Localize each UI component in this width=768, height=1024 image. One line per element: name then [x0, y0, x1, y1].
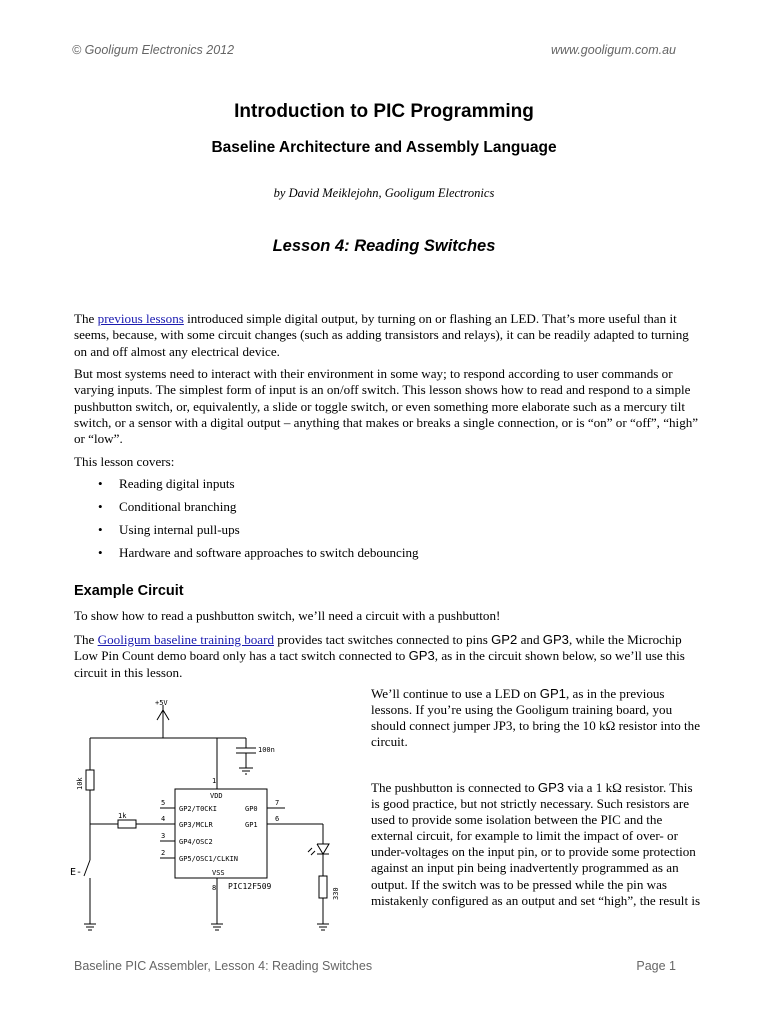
pin-number: 7 — [275, 799, 280, 807]
vdd-label: VDD — [210, 792, 223, 800]
led-resistor-label: 330 — [332, 887, 340, 900]
previous-lessons-link[interactable]: previous lessons — [97, 311, 184, 326]
circuit-diagram — [60, 692, 360, 944]
vdd-pin-number: 1 — [212, 777, 217, 785]
intro-paragraph-1: The previous lessons introduced simple digital output, by turning on or flashing an LED. That’s more useful than it seems, because, with some circuit changes (such as adding transistors and relays), it can be readily adapted to turning on and off almost any electrical device. — [74, 311, 689, 359]
pin-number: 3 — [161, 832, 166, 840]
footer-title: Baseline PIC Assembler, Lesson 4: Reading Switches — [74, 959, 373, 973]
chip-label: PIC12F509 — [228, 882, 272, 891]
document-subtitle: Baseline Architecture and Assembly Language — [211, 139, 557, 156]
example-paragraph-1: To show how to read a pushbutton switch, we’ll need a circuit with a pushbutton! — [74, 608, 501, 623]
vcc-label: +5V — [155, 699, 168, 707]
pin-number: 4 — [161, 815, 166, 823]
intro-paragraph-2: But most systems need to interact with their environment in some way; to respond according to user commands or varying inputs. The simplest form of input is an on/off switch. This lesson shows how to read and respond to a simple pushbutton switch, or, equivalently, a slide or toggle switch, or even something more elaborate such as a mercury tilt switch, or a sensor with a digital output – anything that makes or breaks a single connection, or is “on” or “off”, “high” or “low”. — [74, 366, 699, 447]
switch-label: E- — [70, 867, 83, 878]
pin-label: GP5/OSC1/CLKIN — [179, 855, 239, 863]
pin-label: GP1 — [245, 821, 258, 829]
pullup-resistor-label: 10k — [76, 777, 84, 790]
pin-label: GP2/T0CKI — [179, 805, 217, 813]
series-resistor-label: 1k — [118, 812, 127, 820]
intro-paragraph-3: This lesson covers: — [74, 454, 175, 469]
footer-page-number: Page 1 — [636, 959, 676, 973]
pin-number: 5 — [161, 799, 166, 807]
right-paragraph-2: The pushbutton is connected to GP3 via a 1 kΩ resistor. This is good practice, but not strictly necessary. Such resistors are used to provide some isolation between the PIC and the external circuit, for example to limit the impact of over- or under-voltages on the input pin, or to provide some protection against an input pin being inadvertently programmed as an output. If the switch was to be pressed while the pin was mistakenly configured as an output and set “high”, the result is — [371, 780, 701, 908]
header-website: www.gooligum.com.au — [550, 43, 676, 57]
capacitor-label: 100n — [258, 746, 275, 754]
lesson-title: Lesson 4: Reading Switches — [272, 237, 496, 255]
right-paragraph-1: We’ll continue to use a LED on GP1, as in the previous lessons. If you’re using the Gooligum training board, you should connect jumper JP3, to bring the 10 kΩ resistor into the circuit. — [371, 686, 701, 750]
section-heading-example-circuit: Example Circuit — [74, 583, 184, 599]
pin-label: GP0 — [245, 805, 258, 813]
pin-label: GP3/MCLR — [179, 821, 213, 829]
pin-label: GP4/OSC2 — [179, 838, 213, 846]
author-byline: by David Meiklejohn, Gooligum Electronics — [273, 186, 495, 200]
example-paragraph-2: The Gooligum baseline training board provides tact switches connected to pins GP2 and GP3, while the Microchip Low Pin Count demo board only has a tact switch connected to GP3, as in the circuit shown below, so we’ll use this circuit in this lesson. — [74, 632, 685, 680]
document-title: Introduction to PIC Programming — [234, 101, 534, 122]
vss-pin-number: 8 — [212, 884, 217, 892]
training-board-link[interactable]: Gooligum baseline training board — [97, 632, 275, 647]
vss-label: VSS — [212, 869, 225, 877]
pin-number: 6 — [275, 815, 280, 823]
pin-number: 2 — [161, 849, 166, 857]
header-copyright: © Gooligum Electronics 2012 — [72, 43, 235, 57]
